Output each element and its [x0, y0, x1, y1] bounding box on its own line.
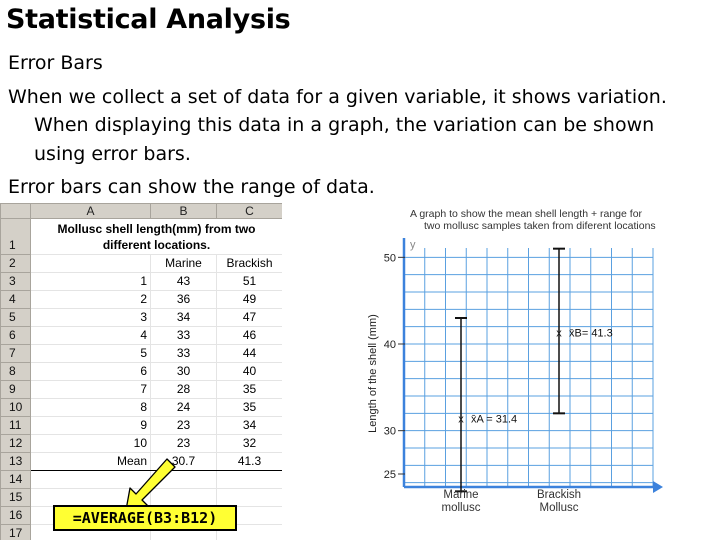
- table-row: [1, 345, 283, 363]
- table-row: [1, 381, 283, 399]
- paragraph-line: When we collect a set of data for a given variable, it shows variation.: [8, 86, 667, 108]
- paragraph-line: Error bars can show the range of data.: [8, 176, 375, 198]
- row-number[interactable]: 10: [1, 399, 31, 417]
- table-row: [1, 219, 283, 255]
- row-number[interactable]: 4: [1, 291, 31, 309]
- y-tick-label: 40: [383, 339, 396, 351]
- row-number[interactable]: 6: [1, 327, 31, 345]
- table-row: [1, 309, 283, 327]
- category-label: Mollusc: [539, 502, 579, 514]
- row-number[interactable]: 12: [1, 435, 31, 453]
- cell[interactable]: [31, 255, 151, 273]
- brackish-value-cell[interactable]: 34: [217, 417, 283, 435]
- mean-marker: x: [458, 413, 464, 426]
- marine-value-cell[interactable]: 33: [151, 327, 217, 345]
- row-number[interactable]: 13: [1, 453, 31, 471]
- row-number[interactable]: 11: [1, 417, 31, 435]
- marine-value-cell[interactable]: 28: [151, 381, 217, 399]
- merged-header-cell[interactable]: Mollusc shell length(mm) from two different locations.: [31, 219, 283, 255]
- marine-value-cell[interactable]: 34: [151, 309, 217, 327]
- table-row: [1, 327, 283, 345]
- mean-cell[interactable]: 41.3: [217, 453, 283, 471]
- row-number[interactable]: 17: [1, 525, 31, 540]
- row-number[interactable]: 1: [1, 219, 31, 255]
- y-axis-label: Length of the shell (mm): [367, 314, 379, 433]
- mean-label: x̄B= 41.3: [569, 327, 613, 340]
- column-header[interactable]: C: [217, 204, 283, 219]
- row-number[interactable]: 15: [1, 489, 31, 507]
- cell[interactable]: [217, 471, 283, 489]
- x-axis-arrowhead: [653, 481, 663, 493]
- brackish-value-cell[interactable]: 46: [217, 327, 283, 345]
- index-cell[interactable]: 1: [31, 273, 151, 291]
- marine-value-cell[interactable]: 23: [151, 435, 217, 453]
- mean-marker: x: [556, 327, 562, 340]
- slide-title: Statistical Analysis: [6, 4, 291, 35]
- category-label: mollusc: [441, 502, 481, 514]
- index-cell[interactable]: 5: [31, 345, 151, 363]
- formula-callout: =AVERAGE(B3:B12): [53, 505, 237, 531]
- table-row: [1, 291, 283, 309]
- marine-value-cell[interactable]: 36: [151, 291, 217, 309]
- chart-marks: [442, 249, 613, 514]
- index-cell[interactable]: 8: [31, 399, 151, 417]
- brackish-value-cell[interactable]: 51: [217, 273, 283, 291]
- table-row: [1, 399, 283, 417]
- y-tick-label: 25: [383, 469, 396, 481]
- index-cell[interactable]: 6: [31, 363, 151, 381]
- chart-axes: [367, 238, 663, 493]
- marine-value-cell[interactable]: 43: [151, 273, 217, 291]
- index-cell[interactable]: 7: [31, 381, 151, 399]
- index-cell[interactable]: 10: [31, 435, 151, 453]
- table-row: [1, 273, 283, 291]
- marine-value-cell[interactable]: 23: [151, 417, 217, 435]
- row-number[interactable]: 2: [1, 255, 31, 273]
- brackish-value-cell[interactable]: 44: [217, 345, 283, 363]
- group-header-cell[interactable]: Brackish: [217, 255, 283, 273]
- column-header-row: [1, 204, 283, 219]
- mean-cell[interactable]: 30.7: [151, 453, 217, 471]
- row-number[interactable]: 16: [1, 507, 31, 525]
- row-number[interactable]: 14: [1, 471, 31, 489]
- row-number[interactable]: 7: [1, 345, 31, 363]
- chart-grid: [404, 248, 653, 487]
- row-number[interactable]: 8: [1, 363, 31, 381]
- brackish-value-cell[interactable]: 40: [217, 363, 283, 381]
- category-label: Brackish: [536, 489, 582, 501]
- corner-cell[interactable]: [1, 204, 31, 219]
- index-cell[interactable]: 4: [31, 327, 151, 345]
- table-row: [1, 363, 283, 381]
- error-bar-chart: [358, 200, 720, 530]
- y-tick-label: 30: [383, 425, 396, 438]
- mean-label-cell[interactable]: Mean: [31, 453, 151, 471]
- table-row: [1, 255, 283, 273]
- group-header-cell[interactable]: Marine: [151, 255, 217, 273]
- column-header[interactable]: A: [31, 204, 151, 219]
- index-cell[interactable]: 3: [31, 309, 151, 327]
- row-number[interactable]: 9: [1, 381, 31, 399]
- chart-title-line: A graph to show the mean shell length + range for: [410, 208, 643, 220]
- paragraph-line: When displaying this data in a graph, the variation can be shown: [34, 114, 655, 136]
- mean-label: x̄A = 31.4: [471, 413, 518, 426]
- paragraph-line: using error bars.: [34, 143, 191, 165]
- y-tick-label: 50: [383, 252, 396, 265]
- row-number[interactable]: 3: [1, 273, 31, 291]
- brackish-value-cell[interactable]: 35: [217, 381, 283, 399]
- table-row: [1, 417, 283, 435]
- y-axis-marker: y: [410, 239, 416, 251]
- index-cell[interactable]: 2: [31, 291, 151, 309]
- row-number[interactable]: 5: [1, 309, 31, 327]
- brackish-value-cell[interactable]: 49: [217, 291, 283, 309]
- index-cell[interactable]: 9: [31, 417, 151, 435]
- marine-value-cell[interactable]: 30: [151, 363, 217, 381]
- category-label: Marine: [443, 489, 479, 501]
- chart-title-line: two mollusc samples taken from diferent locations: [424, 220, 656, 232]
- cell[interactable]: [217, 489, 283, 507]
- table-row: [1, 435, 283, 453]
- brackish-value-cell[interactable]: 47: [217, 309, 283, 327]
- marine-value-cell[interactable]: 33: [151, 345, 217, 363]
- column-header[interactable]: B: [151, 204, 217, 219]
- brackish-value-cell[interactable]: 32: [217, 435, 283, 453]
- subtitle: Error Bars: [8, 52, 103, 74]
- marine-value-cell[interactable]: 24: [151, 399, 217, 417]
- brackish-value-cell[interactable]: 35: [217, 399, 283, 417]
